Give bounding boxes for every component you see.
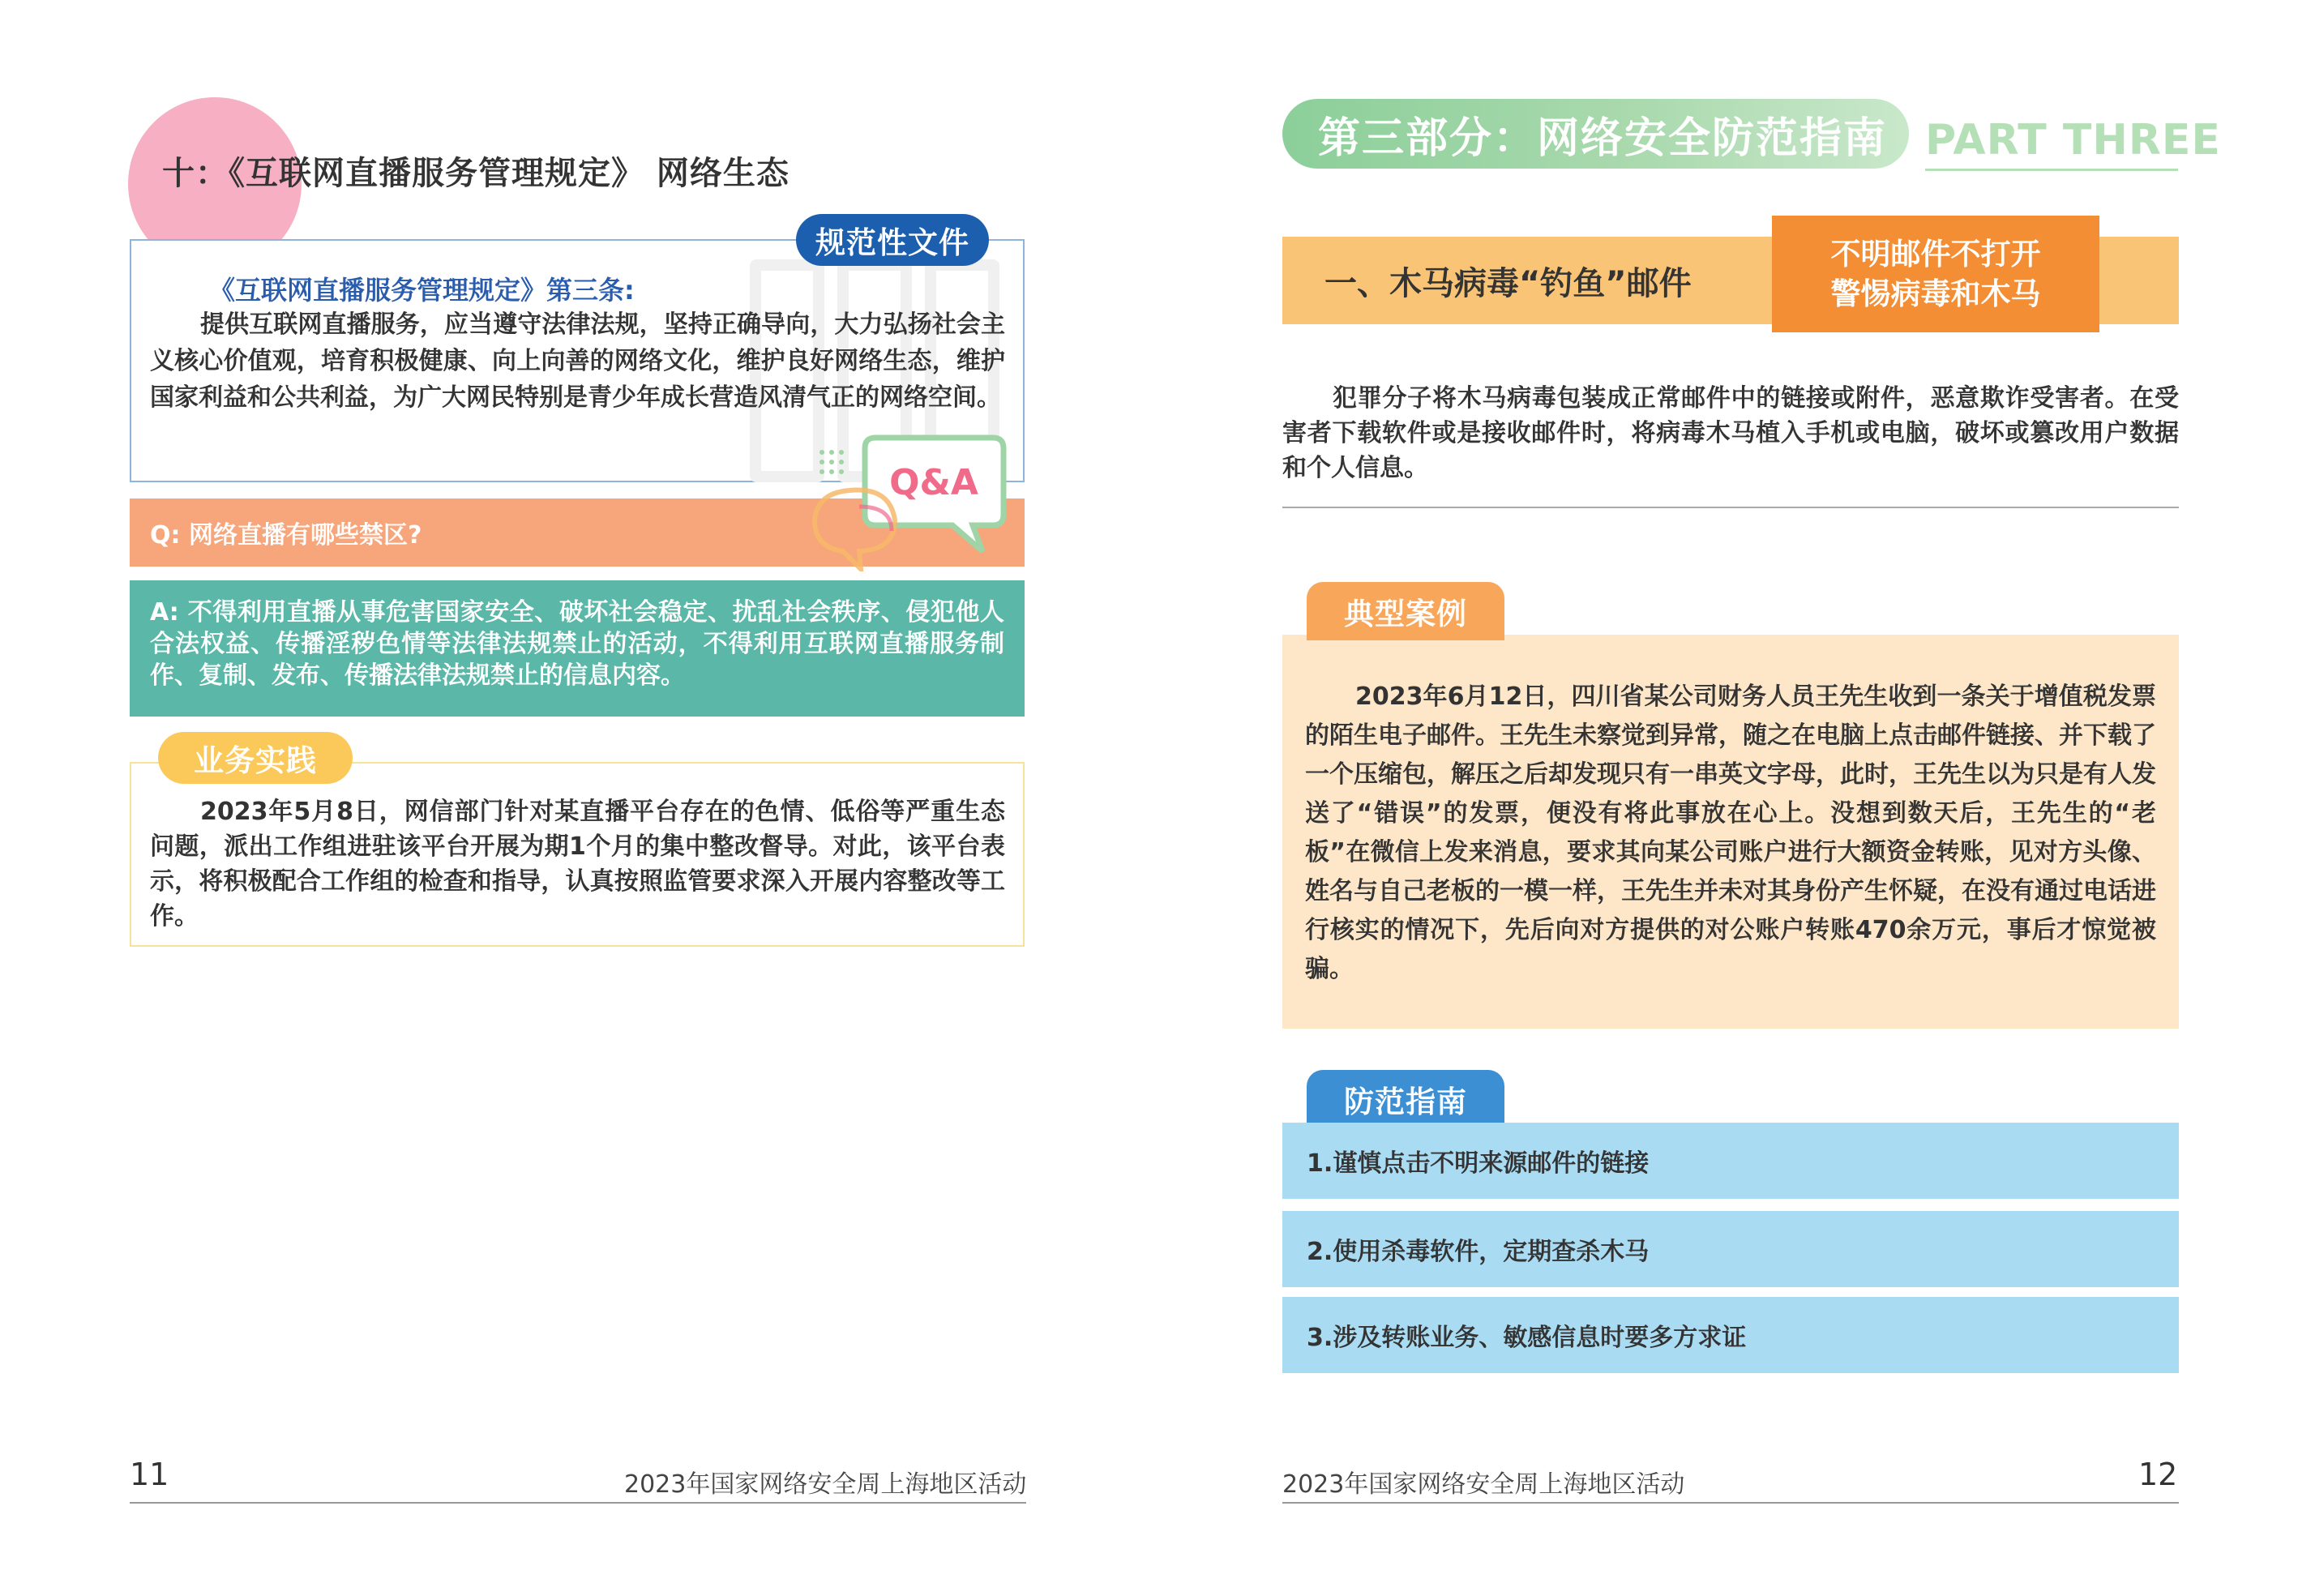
case-tab: 典型案例 [1307,582,1504,640]
practice-text: 2023年5月8日，网信部门针对某直播平台存在的色情、低俗等严重生态问题，派出工作组进驻该平台开展为期1个月的集中整改督导。对此，该平台表示，将积极配合工作组的检查和指导，认真按照监管要求深入开展内容整改等工作。 [150,798,1005,931]
case-text: 2023年6月12日，四川省某公司财务人员王先生收到一条关于增值税发票的陌生电子邮件。王先生未察觉到异常，随之在电脑上点击邮件链接、并下载了一个压缩包，解压之后却发现只有一串英文字母，此时，王先生以为只是有人发送了“错误”的发票，便没有将此事放在心上。没想到数天后，王先生的“老板”在微信上发来消息，要求其向某公司账户进行大额资金转账，见对方头像、姓名与自己老板的一模一样，王先生并未对其身份产生怀疑，在没有通过电话进行核实的情况下，先后向对方提供的对公账户转账470余万元，事后才惊觉被骗。 [1305,682,2156,983]
footer-text-right: 2023年国家网络安全周上海地区活动 [1282,1470,1685,1499]
regulation-heading: 《互联网直播服务管理规定》第三条: [209,275,635,306]
page-number-right: 12 [2138,1457,2178,1492]
warning-line-2: 警惕病毒和木马 [1830,276,2041,311]
qa-bubble-icon [811,430,1013,571]
practice-badge: 业务实践 [158,732,353,784]
dot-grid-icon [819,450,844,474]
section-title: 十：《互联网直播服务管理规定》 网络生态 [162,155,790,192]
guide-item: 3.涉及转账业务、敏感信息时要多方求证 [1282,1297,2179,1373]
regulation-text: 提供互联网直播服务，应当遵守法律法规，坚持正确导向，大力弘扬社会主义核心价值观，培育积极健康、向上向善的网络文化，维护良好网络生态，维护国家利益和公共利益，为广大网民特别是青少年成长营造风清气正的网络空间。 [150,310,1005,412]
regulation-badge: 规范性文件 [796,214,989,266]
answer-box: A: 不得利用直播从事危害国家安全、破坏社会稳定、扰乱社会秩序、侵犯他人合法权益、传播淫秽色情等法律法规禁止的活动，不得利用互联网直播服务制作、复制、发布、传播法律法规禁止的信息内容。 [130,580,1025,717]
guide-item: 1.谨慎点击不明来源邮件的链接 [1282,1123,2179,1199]
footer-divider-left [130,1502,1026,1504]
intro-divider [1282,507,2179,508]
intro-text: 犯罪分子将木马病毒包装成正常邮件中的链接或附件，恶意欺诈受害者。在受害者下载软件或是接收邮件时，将病毒木马植入手机或电脑，破坏或篡改用户数据和个人信息。 [1282,384,2179,482]
page-number-left: 11 [130,1457,169,1492]
guide-item: 2.使用杀毒软件，定期查杀木马 [1282,1211,2179,1287]
warning-box [1772,216,2099,332]
part-label-underline [1925,169,2178,171]
warning-line-1: 不明邮件不打开 [1830,237,2041,272]
guide-tab: 防范指南 [1307,1070,1504,1128]
part-label: PART THREE [1925,116,2221,165]
svg-text:Q&A: Q&A [889,462,978,503]
section-heading: 一、木马病毒“钓鱼”邮件 [1324,264,1692,302]
footer-text-left: 2023年国家网络安全周上海地区活动 [624,1470,1027,1499]
footer-divider-right [1282,1502,2179,1504]
part-title: 第三部分：网络安全防范指南 [1282,99,1909,169]
question-bar: Q: 网络直播有哪些禁区? [130,498,1025,567]
